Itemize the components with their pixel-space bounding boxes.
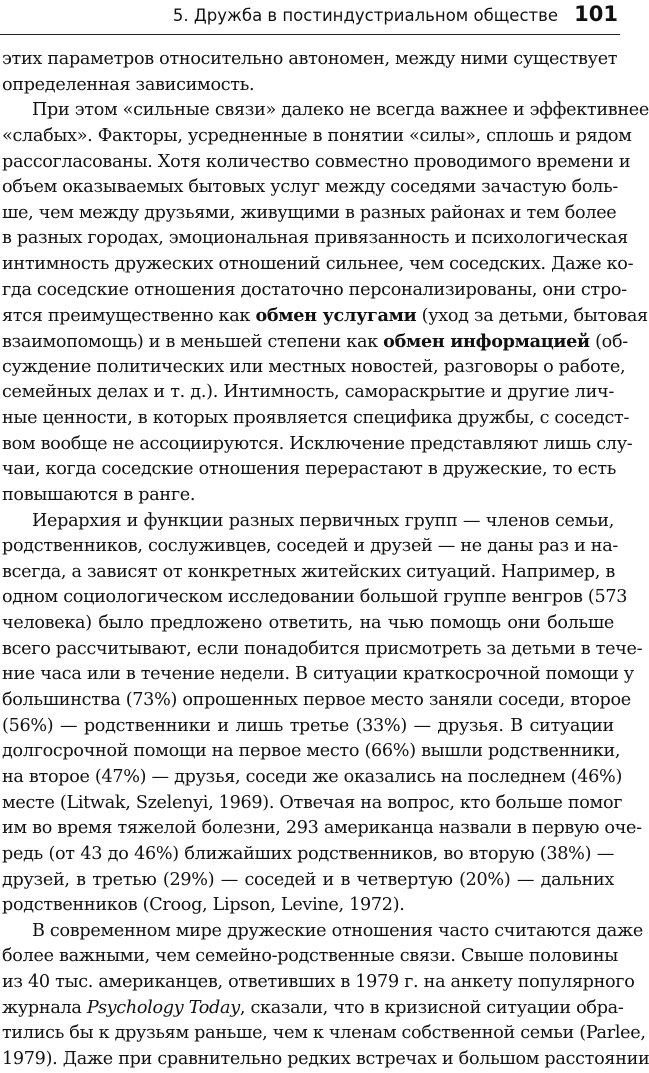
text-line: ные ценности, в которых проявляется специфика дружбы, с соседст- [2,407,630,428]
text-line: рассогласованы. Хотя количество совместно проводимого времени и [2,151,631,172]
text-line: из 40 тыс. американцев, ответивших в 1979 г. на анкету популярного [2,972,635,993]
text-line: этих параметров относительно автономен, между ними существует [2,49,618,69]
page-number: 101 [574,2,618,26]
paragraph [2,919,649,1073]
text-line: В современном мире дружеские отношения часто считаются даже [32,920,643,941]
text-line: объем оказываемых бытовых услуг между соседями зачастую боль- [2,177,618,198]
text-line: интимность дружеских отношений сильнее, чем соседских. Даже ко- [2,254,634,275]
text-line: ние часа или в течение недели. В ситуации краткосрочной помощи у [2,664,634,685]
text-line: в разных городах, эмоциональная привязанность и психологическая [2,228,628,249]
text-line: Иерархия и функции разных первичных групп — членов семьи, [32,510,614,531]
text-line: тились бы к друзьям раньше, чем к членам собственной семьи (Parlee, [2,1023,646,1044]
text-line: ятся преимущественно как обмен услугами (уход за детьми, бытовая [2,305,648,327]
italic-title: Psychology Today [86,997,240,1018]
text-line: взаимопомощь) и в меньшей степени как обмен информацией (об- [2,331,628,353]
text-line: 1979). Даже при сравнительно редких встречах и большом расстоянии [2,1048,649,1069]
bold-term: обмен информацией [383,331,590,353]
text-line: всего рассчитывают, если понадобится присмотреть за детьми в тече- [2,638,643,659]
page-header [0,0,620,35]
body-text [2,47,649,1073]
text-line: чаи, когда соседские отношения перерастают в дружеские, то есть [2,459,617,480]
text-line: родственников (Croog, Lipson, Levine, 1972). [2,895,405,916]
paragraph [2,98,649,508]
text-line: «слабых». Факторы, усредненные в понятии «силы», сплошь и рядом [2,125,632,146]
text-line: гда соседские отношения достаточно персонализированы, они стро- [2,279,627,300]
text-line: суждение политических или местных новостей, разговоры о работе, [2,356,626,377]
text-line: журнала Psychology Today, сказали, что в кризисной ситуации обра- [2,997,624,1018]
text-line: им во время тяжелой болезни, 293 американца назвали в первую оче- [2,818,642,839]
text-line: месте (Litwak, Szelenyi, 1969). Отвечая на вопрос, кто больше помог [2,792,623,813]
text-line: ше, чем между друзьями, живущими в разных районах и тем более [2,202,617,223]
bold-term: обмен услугами [255,305,417,327]
text-line: более важными, чем семейно-родственные связи. Свыше половины [2,946,618,967]
paragraph [2,509,643,919]
text-line: друзей, в третью (29%) — соседей и в четвертую (20%) — дальних [2,869,614,890]
text-line: редь (от 43 до 46%) ближайших родственников, во вторую (38%) — [2,843,614,864]
text-line: определенная зависимость. [2,74,255,95]
text-line: При этом «сильные связи» далеко не всегда важнее и эффективнее [32,100,649,121]
text-line: человека) было предложено ответить, на чью помощь они больше [2,613,614,634]
text-line: вом вообще не ассоциируются. Исключение представляют лишь слу- [2,433,633,454]
running-title: 5. Дружба в постиндустриальном обществе [172,6,558,25]
text-line: (56%) — родственники и лишь третье (33%) — друзья. В ситуации [2,715,614,736]
text-line: родственников, сослуживцев, соседей и друзей — не даны раз и на- [2,536,619,557]
text-line: большинства (73%) опрошенных первое место заняли соседи, второе [2,690,631,711]
text-line: на второе (47%) — друзья, соседи же оказались на последнем (46%) [2,766,623,787]
text-line: долгосрочной помощи на первое место (66%) вышли родственники, [2,741,621,762]
text-line: одном социологическом исследовании большой группе венгров (573 [2,587,628,608]
text-line: семейных делах и т. д.). Интимность, самораскрытие и другие лич- [2,382,614,403]
text-line: повышаются в ранге. [2,484,196,505]
text-line: всегда, а зависят от конкретных житейских ситуаций. Например, в [2,561,615,582]
paragraph [2,47,618,98]
